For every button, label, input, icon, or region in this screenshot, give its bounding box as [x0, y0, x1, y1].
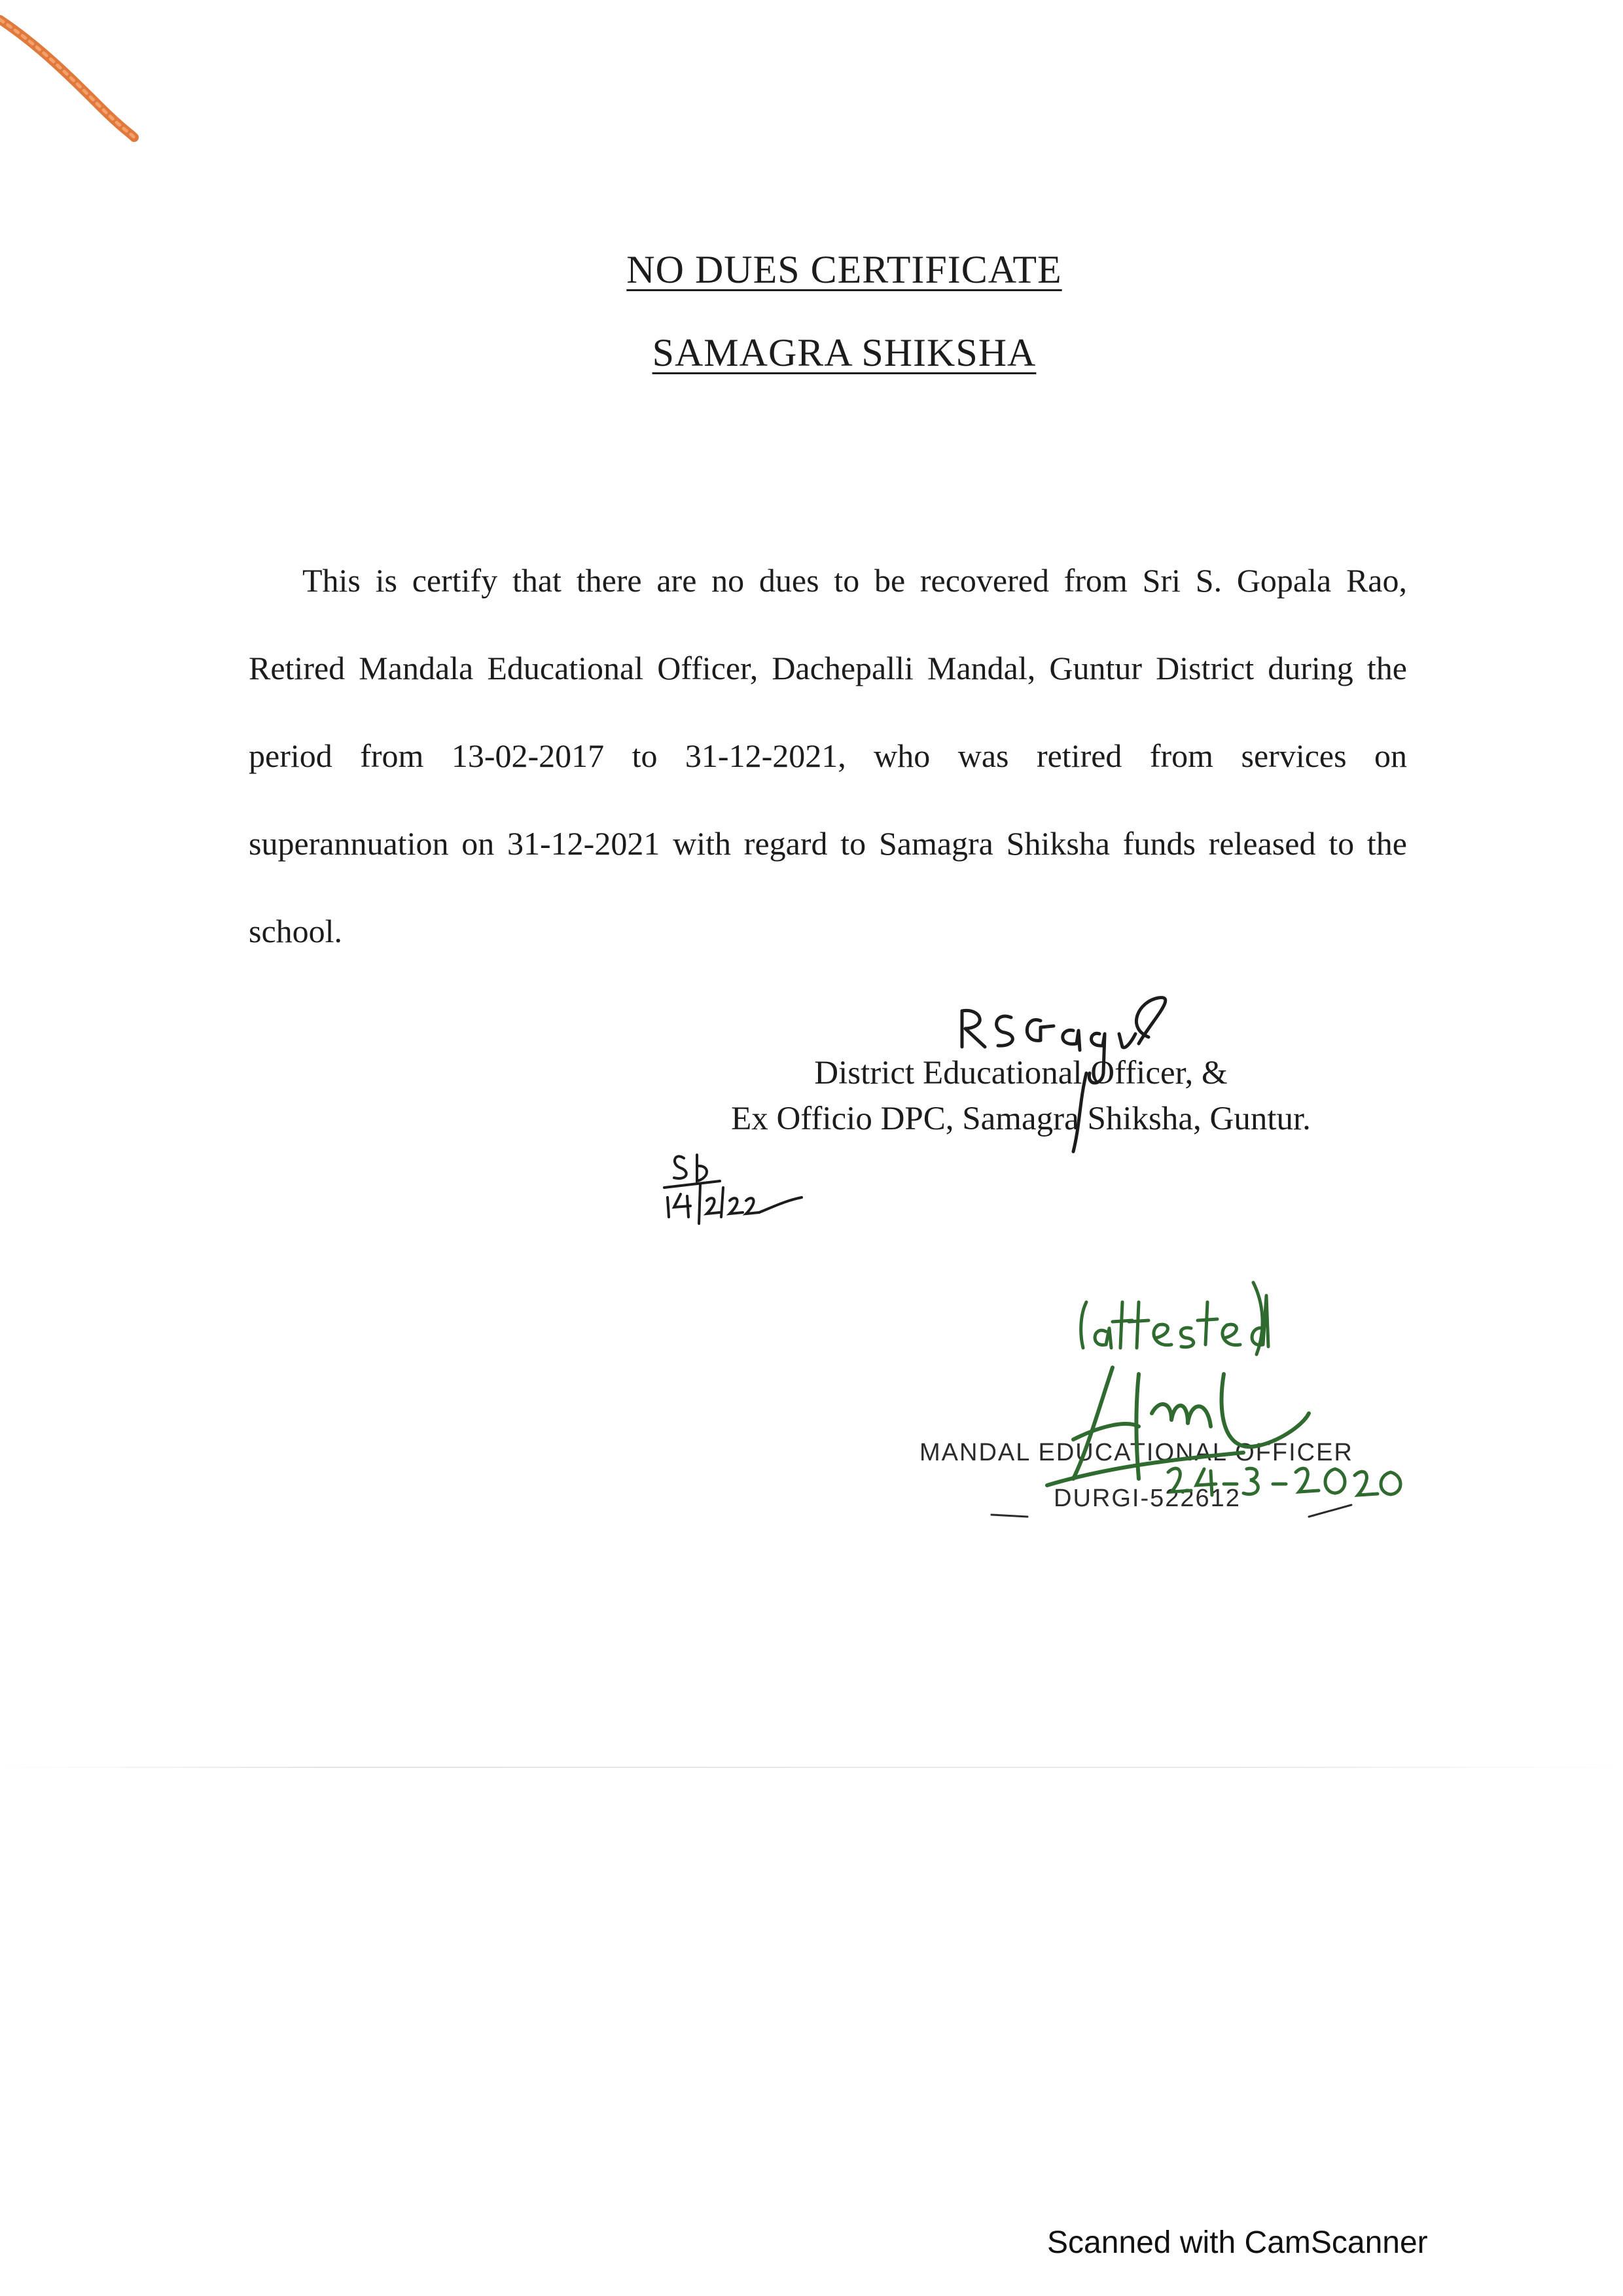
seal-line2: DURGI-522612: [1054, 1485, 1241, 1512]
page-fold-line: [0, 1767, 1623, 1768]
certificate-subtitle: SAMAGRA SHIKSHA: [652, 331, 1037, 374]
attest-date-handwriting: [1168, 1468, 1400, 1495]
seal-line1: MANDAL EDUCATIONAL OFFICER: [919, 1439, 1353, 1466]
certificate-title: NO DUES CERTIFICATE: [626, 248, 1062, 291]
certificate-body: This is certify that there are no dues to be recovered from Sri S. Gopala Rao, Retired Mandala Educational Officer, Dachepalli Mandal, Guntur District during the period from 13-02-2017 to 31-12-2021, who was retired from services on superannuation on 31-12-2021 with regard to Samagra Shiksha funds released to the school.: [249, 562, 1407, 949]
signatory-title-line1: District Educational Officer, &: [814, 1055, 1228, 1091]
seal-dashes: [991, 1505, 1351, 1517]
signatory-title-line2: Ex Officio DPC, Samagra Shiksha, Guntur.: [731, 1101, 1311, 1137]
attested-handwriting: [1081, 1282, 1268, 1354]
deo-signature: [962, 998, 1166, 1152]
initial-date-handwriting: [664, 1155, 802, 1224]
scanner-watermark: Scanned with CamScanner: [1047, 2225, 1428, 2260]
